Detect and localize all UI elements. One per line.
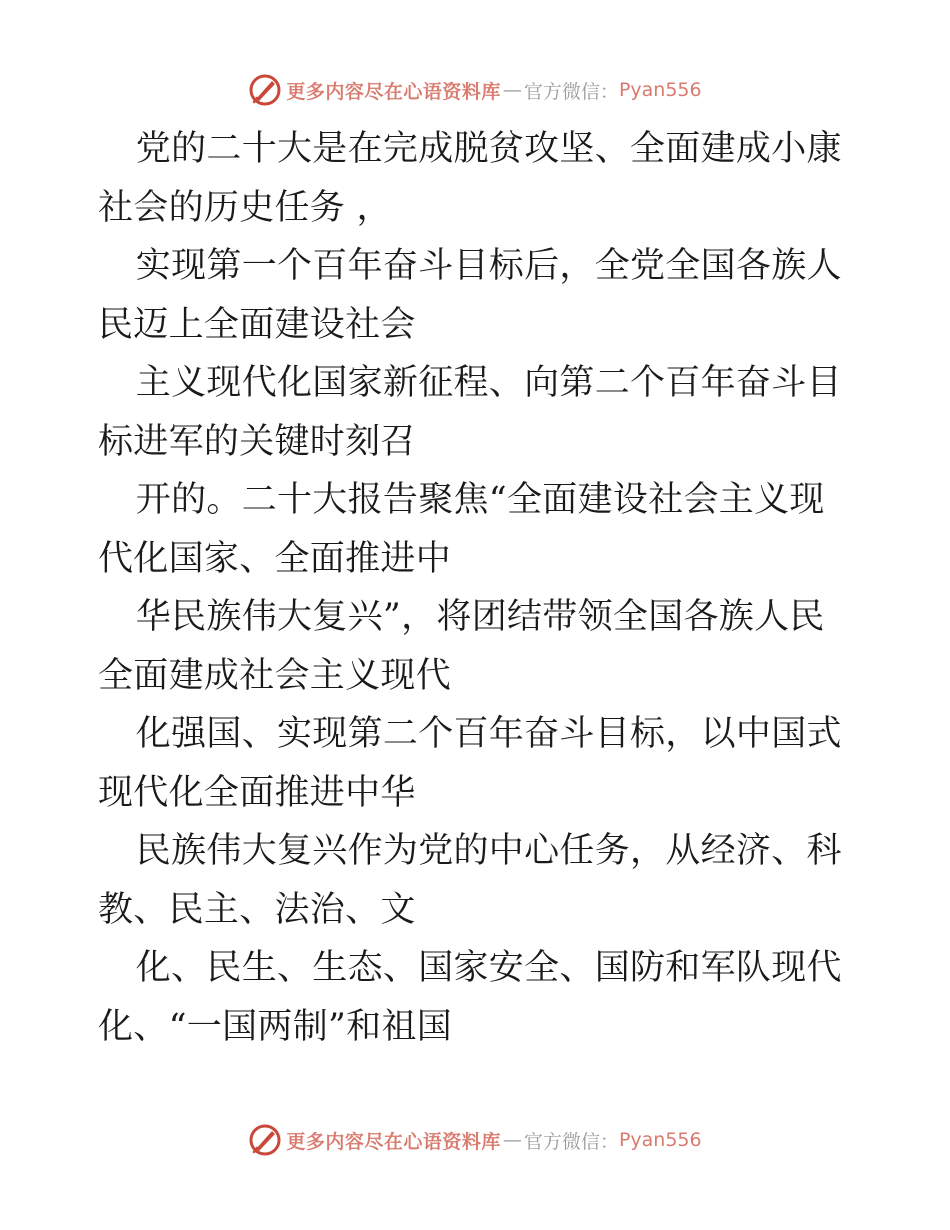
quill-pen-logo-icon (248, 1123, 282, 1157)
body-paragraph: 化、民生、生态、国家安全、国防和军队现代化、“一国两制”和祖国 (98, 948, 842, 1047)
body-paragraph: 主义现代化国家新征程、向第二个百年奋斗目标进军的关键时刻召 (98, 363, 842, 462)
footer-separator: — (502, 1129, 522, 1151)
header-banner (0, 70, 950, 110)
header-wechat-id: Pyan556 (618, 79, 702, 101)
footer-wechat-label: 官方微信： (523, 1130, 619, 1153)
header-brand-text: 更多内容尽在心语资料库 (286, 80, 501, 103)
quill-pen-logo-icon (248, 73, 282, 107)
body-paragraph: 华民族伟大复兴”，将团结带领全国各族人民全面建成社会主义现代 (98, 597, 825, 696)
body-paragraph: 实现第一个百年奋斗目标后，全党全国各族人民迈上全面建设社会 (98, 246, 842, 345)
document-body (98, 120, 858, 1056)
body-paragraph: 化强国、实现第二个百年奋斗目标，以中国式现代化全面推进中华 (98, 714, 842, 813)
footer-banner (0, 1120, 950, 1160)
header-wechat-label: 官方微信： (523, 80, 619, 103)
body-paragraph: 开的。二十大报告聚焦“全面建设社会主义现代化国家、全面推进中 (98, 480, 825, 579)
header-separator: — (502, 79, 522, 101)
footer-wechat-id: Pyan556 (618, 1129, 702, 1151)
body-paragraph: 民族伟大复兴作为党的中心任务，从经济、科教、民主、法治、文 (98, 831, 842, 930)
body-paragraph: 党的二十大是在完成脱贫攻坚、全面建成小康社会的历史任务 ， (98, 129, 842, 228)
footer-brand-text: 更多内容尽在心语资料库 (286, 1130, 501, 1153)
